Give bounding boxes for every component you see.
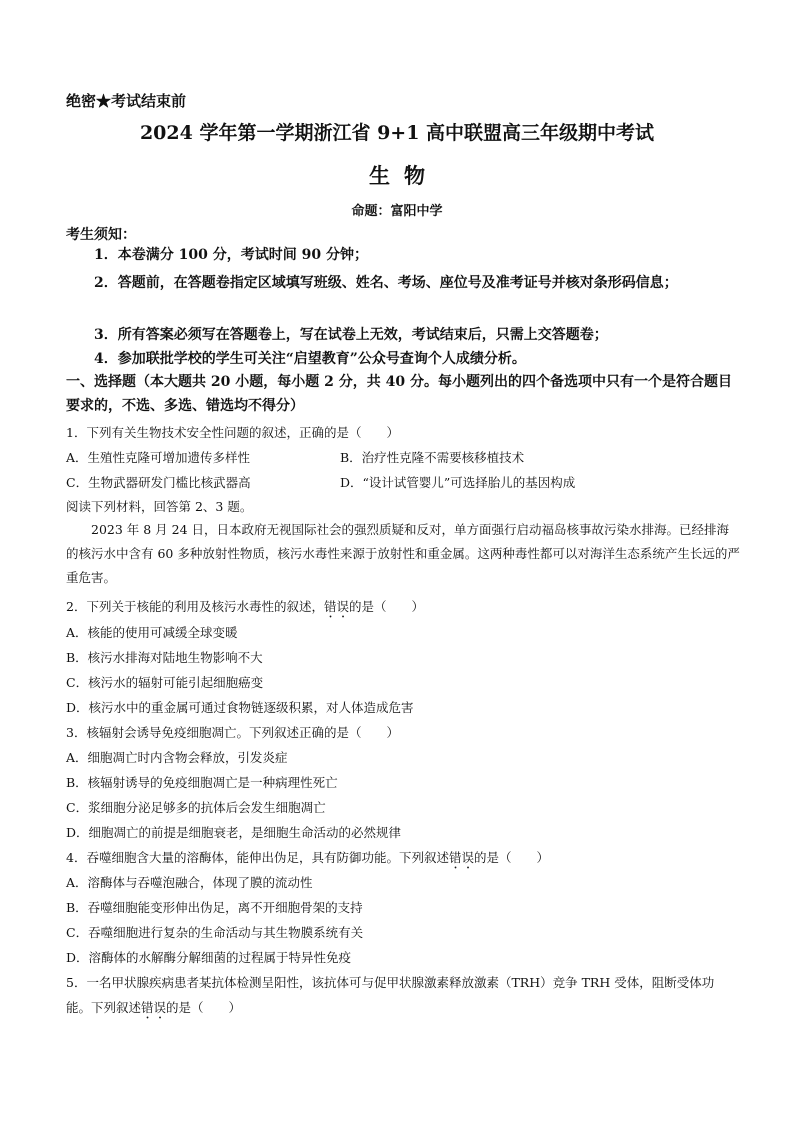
notice-item-3: 3．所有答案必须写在答题卷上，写在试卷上无效，考试结束后，只需上交答题卷； xyxy=(94,327,608,343)
stem-text: 2．下列关于核能的利用及核污水毒性的叙述， xyxy=(66,599,324,614)
exam-title: 2024 学年第一学期浙江省 9+1 高中联盟高三年级期中考试 xyxy=(139,122,655,144)
question-2-option-b: B．核污水排海对陆地生物影响不大 xyxy=(66,650,263,665)
notice-title: 考生须知： xyxy=(66,227,136,243)
stem-text: 的是（ ） xyxy=(348,599,424,614)
question-3-option-c: C．浆细胞分泌足够多的抗体后会发生细胞凋亡 xyxy=(66,800,326,815)
question-1-stem: 1．下列有关生物技术安全性问题的叙述，正确的是（ ） xyxy=(66,425,399,440)
emphasis-mark: 错误 xyxy=(141,1000,167,1015)
question-3-option-d: D．细胞凋亡的前提是细胞衰老，是细胞生命活动的必然规律 xyxy=(66,825,402,840)
notice-item-4: 4．参加联批学校的学生可关注“启望教育”公众号查询个人成绩分析。 xyxy=(94,351,526,367)
author-line: 命题：富阳中学 xyxy=(351,204,443,219)
emphasis-mark: 错误 xyxy=(448,850,474,865)
subject-title: 生物 xyxy=(369,163,439,188)
notice-item-2: 2．答题前，在答题卷指定区域填写班级、姓名、考场、座位号及准考证号并核对条形码信息； xyxy=(94,275,678,291)
question-3-option-a: A．细胞凋亡时内含物会释放，引发炎症 xyxy=(66,750,288,765)
question-1-option-b: B．治疗性克隆不需要核移植技术 xyxy=(340,450,525,465)
stem-text: 的是（ ） xyxy=(166,1000,242,1015)
notice-item-1: 1．本卷满分 100 分，考试时间 90 分钟； xyxy=(94,247,368,263)
question-4-stem xyxy=(66,845,738,872)
stem-text: 的是（ ） xyxy=(473,850,549,865)
question-3-stem: 3．核辐射会诱导免疫细胞凋亡。下列叙述正确的是（ ） xyxy=(66,725,399,740)
question-2-stem xyxy=(66,594,738,621)
question-2-option-d: D．核污水中的重金属可通过食物链逐级积累，对人体造成危害 xyxy=(66,700,414,715)
material-intro: 阅读下列材料，回答第 2、3 题。 xyxy=(66,499,253,514)
question-1-option-d: D．“设计试管婴儿”可选择胎儿的基因构成 xyxy=(340,475,576,490)
question-4-option-c: C．吞噬细胞进行复杂的生命活动与其生物膜系统有关 xyxy=(66,925,364,940)
question-4-option-d: D．溶酶体的水解酶分解细菌的过程属于特异性免疫 xyxy=(66,950,352,965)
question-1-option-a: A．生殖性克隆可增加遗传多样性 xyxy=(66,450,251,465)
material-passage: 2023 年 8 月 24 日，日本政府无视国际社会的强烈质疑和反对，单方面强行启动福岛核事故污染水排海。已经排海的核污水中含有 60 多种放射性物质，核污水毒性来源于放射性和重金属。这两种毒性都可以对海洋生态系统产生长远的严重危害。 xyxy=(66,522,740,585)
confidential-label: 绝密★考试结束前 xyxy=(66,92,187,110)
question-2-option-c: C．核污水的辐射可能引起细胞癌变 xyxy=(66,675,264,690)
stem-text: 4．吞噬细胞含大量的溶酶体，能伸出伪足，具有防御功能。下列叙述 xyxy=(66,850,449,865)
question-4-option-b: B．吞噬细胞能变形伸出伪足，离不开细胞骨架的支持 xyxy=(66,900,363,915)
question-5-stem xyxy=(66,970,738,1022)
question-2-option-a: A．核能的使用可减缓全球变暖 xyxy=(66,625,238,640)
stem-text: 5．一名甲状腺疾病患者某抗体检测呈阳性，该抗体可与促甲状腺激素释放激素（TRH）竞争 TRH 受体，阻断受体功能。下列叙述 xyxy=(66,975,715,1015)
question-3-option-b: B．核辐射诱导的免疫细胞凋亡是一种病理性死亡 xyxy=(66,775,338,790)
question-1-option-c: C．生物武器研发门槛比核武器高 xyxy=(66,475,251,490)
question-4-option-a: A．溶酶体与吞噬泡融合，体现了膜的流动性 xyxy=(66,875,313,890)
emphasis-mark: 错误 xyxy=(323,599,349,614)
section-heading: 一、选择题（本大题共 20 小题，每小题 2 分，共 40 分。每小题列出的四个备选项中只有一个是符合题目要求的，不选、多选、错选均不得分） xyxy=(66,374,732,414)
